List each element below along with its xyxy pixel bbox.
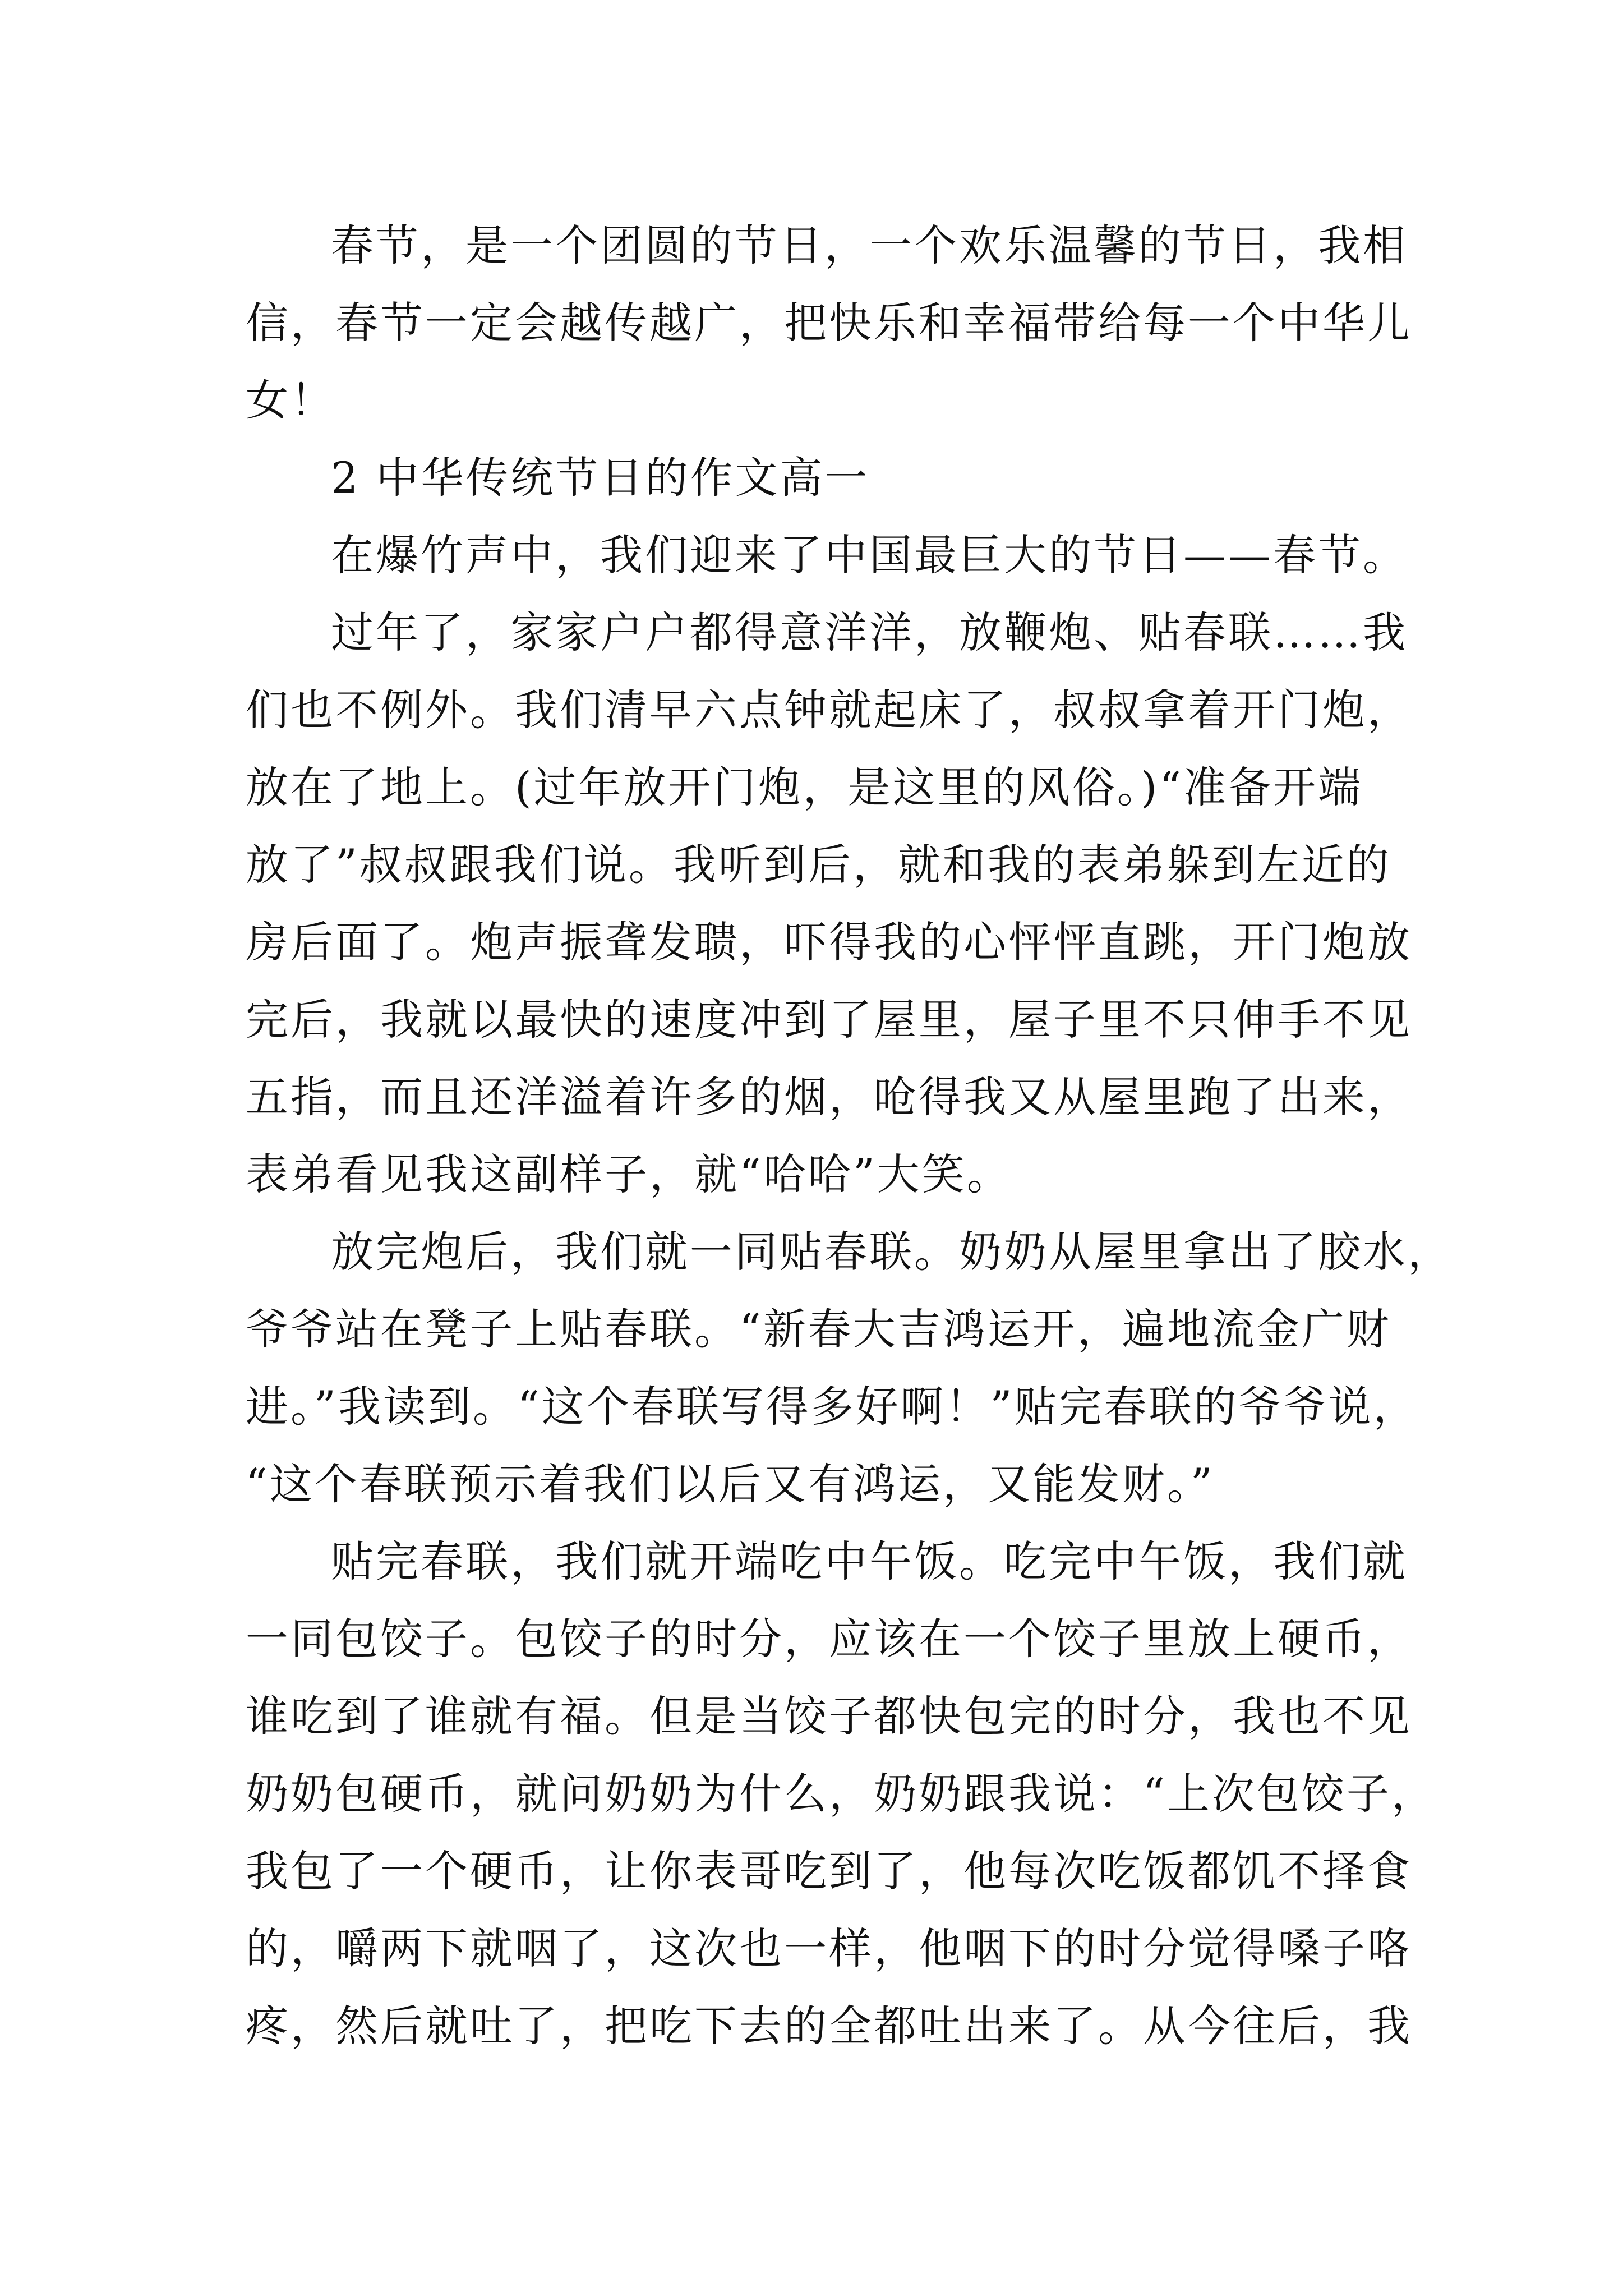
text-line: 的，嚼两下就咽了，这次也一样，他咽下的时分觉得嗓子咯: [246, 1924, 1412, 1973]
text-line: 一同包饺子。包饺子的时分，应该在一个饺子里放上硬币，: [246, 1614, 1412, 1664]
text-line: 春节，是一个团圆的节日，一个欢乐温馨的节日，我相: [331, 220, 1408, 270]
section-heading: 2 中华传统节日的作文高一: [331, 453, 870, 503]
text-line: 谁吃到了谁就有福。但是当饺子都快包完的时分，我也不见: [246, 1691, 1412, 1741]
text-line: 过年了，家家户户都得意洋洋，放鞭炮、贴春联……我: [331, 608, 1408, 657]
text-line: 五指，而且还洋溢着许多的烟，呛得我又从屋里跑了出来，: [246, 1072, 1412, 1122]
text-line: 信，春节一定会越传越广，把快乐和幸福带给每一个中华儿: [246, 298, 1412, 348]
text-line: 们也不例外。我们清早六点钟就起床了，叔叔拿着开门炮，: [246, 685, 1412, 735]
text-line: 我包了一个硬币，让你表哥吃到了，他每次吃饭都饥不择食: [246, 1846, 1412, 1896]
text-line: 放了”叔叔跟我们说。我听到后，就和我的表弟躲到左近的: [246, 840, 1391, 890]
text-line: 放在了地上。(过年放开门炮，是这里的风俗。)“准备开端: [246, 762, 1363, 812]
text-line: 爷爷站在凳子上贴春联。“新春大吉鸿运开，遍地流金广财: [246, 1304, 1391, 1354]
text-line: 房后面了。炮声振聋发聩，吓得我的心怦怦直跳，开门炮放: [246, 917, 1412, 967]
text-line: 完后，我就以最快的速度冲到了屋里，屋子里不只伸手不见: [246, 995, 1412, 1045]
text-line: 女！: [246, 375, 335, 425]
text-line: 在爆竹声中，我们迎来了中国最巨大的节日——春节。: [331, 530, 1408, 580]
text-line: “这个春联预示着我们以后又有鸿运，又能发财。”: [246, 1459, 1215, 1509]
text-line: 表弟看见我这副样子，就“哈哈”大笑。: [246, 1149, 1012, 1199]
text-line: 放完炮后，我们就一同贴春联。奶奶从屋里拿出了胶水，: [331, 1227, 1453, 1277]
text-line: 疼，然后就吐了，把吃下去的全都吐出来了。从今往后，我: [246, 2001, 1412, 2051]
text-line: 贴完春联，我们就开端吃中午饭。吃完中午饭，我们就: [331, 1536, 1408, 1586]
text-line: 奶奶包硬币，就问奶奶为什么，奶奶跟我说：“上次包饺子，: [246, 1769, 1436, 1819]
text-line: 进。”我读到。“这个春联写得多好啊！”贴完春联的爷爷说，: [246, 1382, 1418, 1432]
